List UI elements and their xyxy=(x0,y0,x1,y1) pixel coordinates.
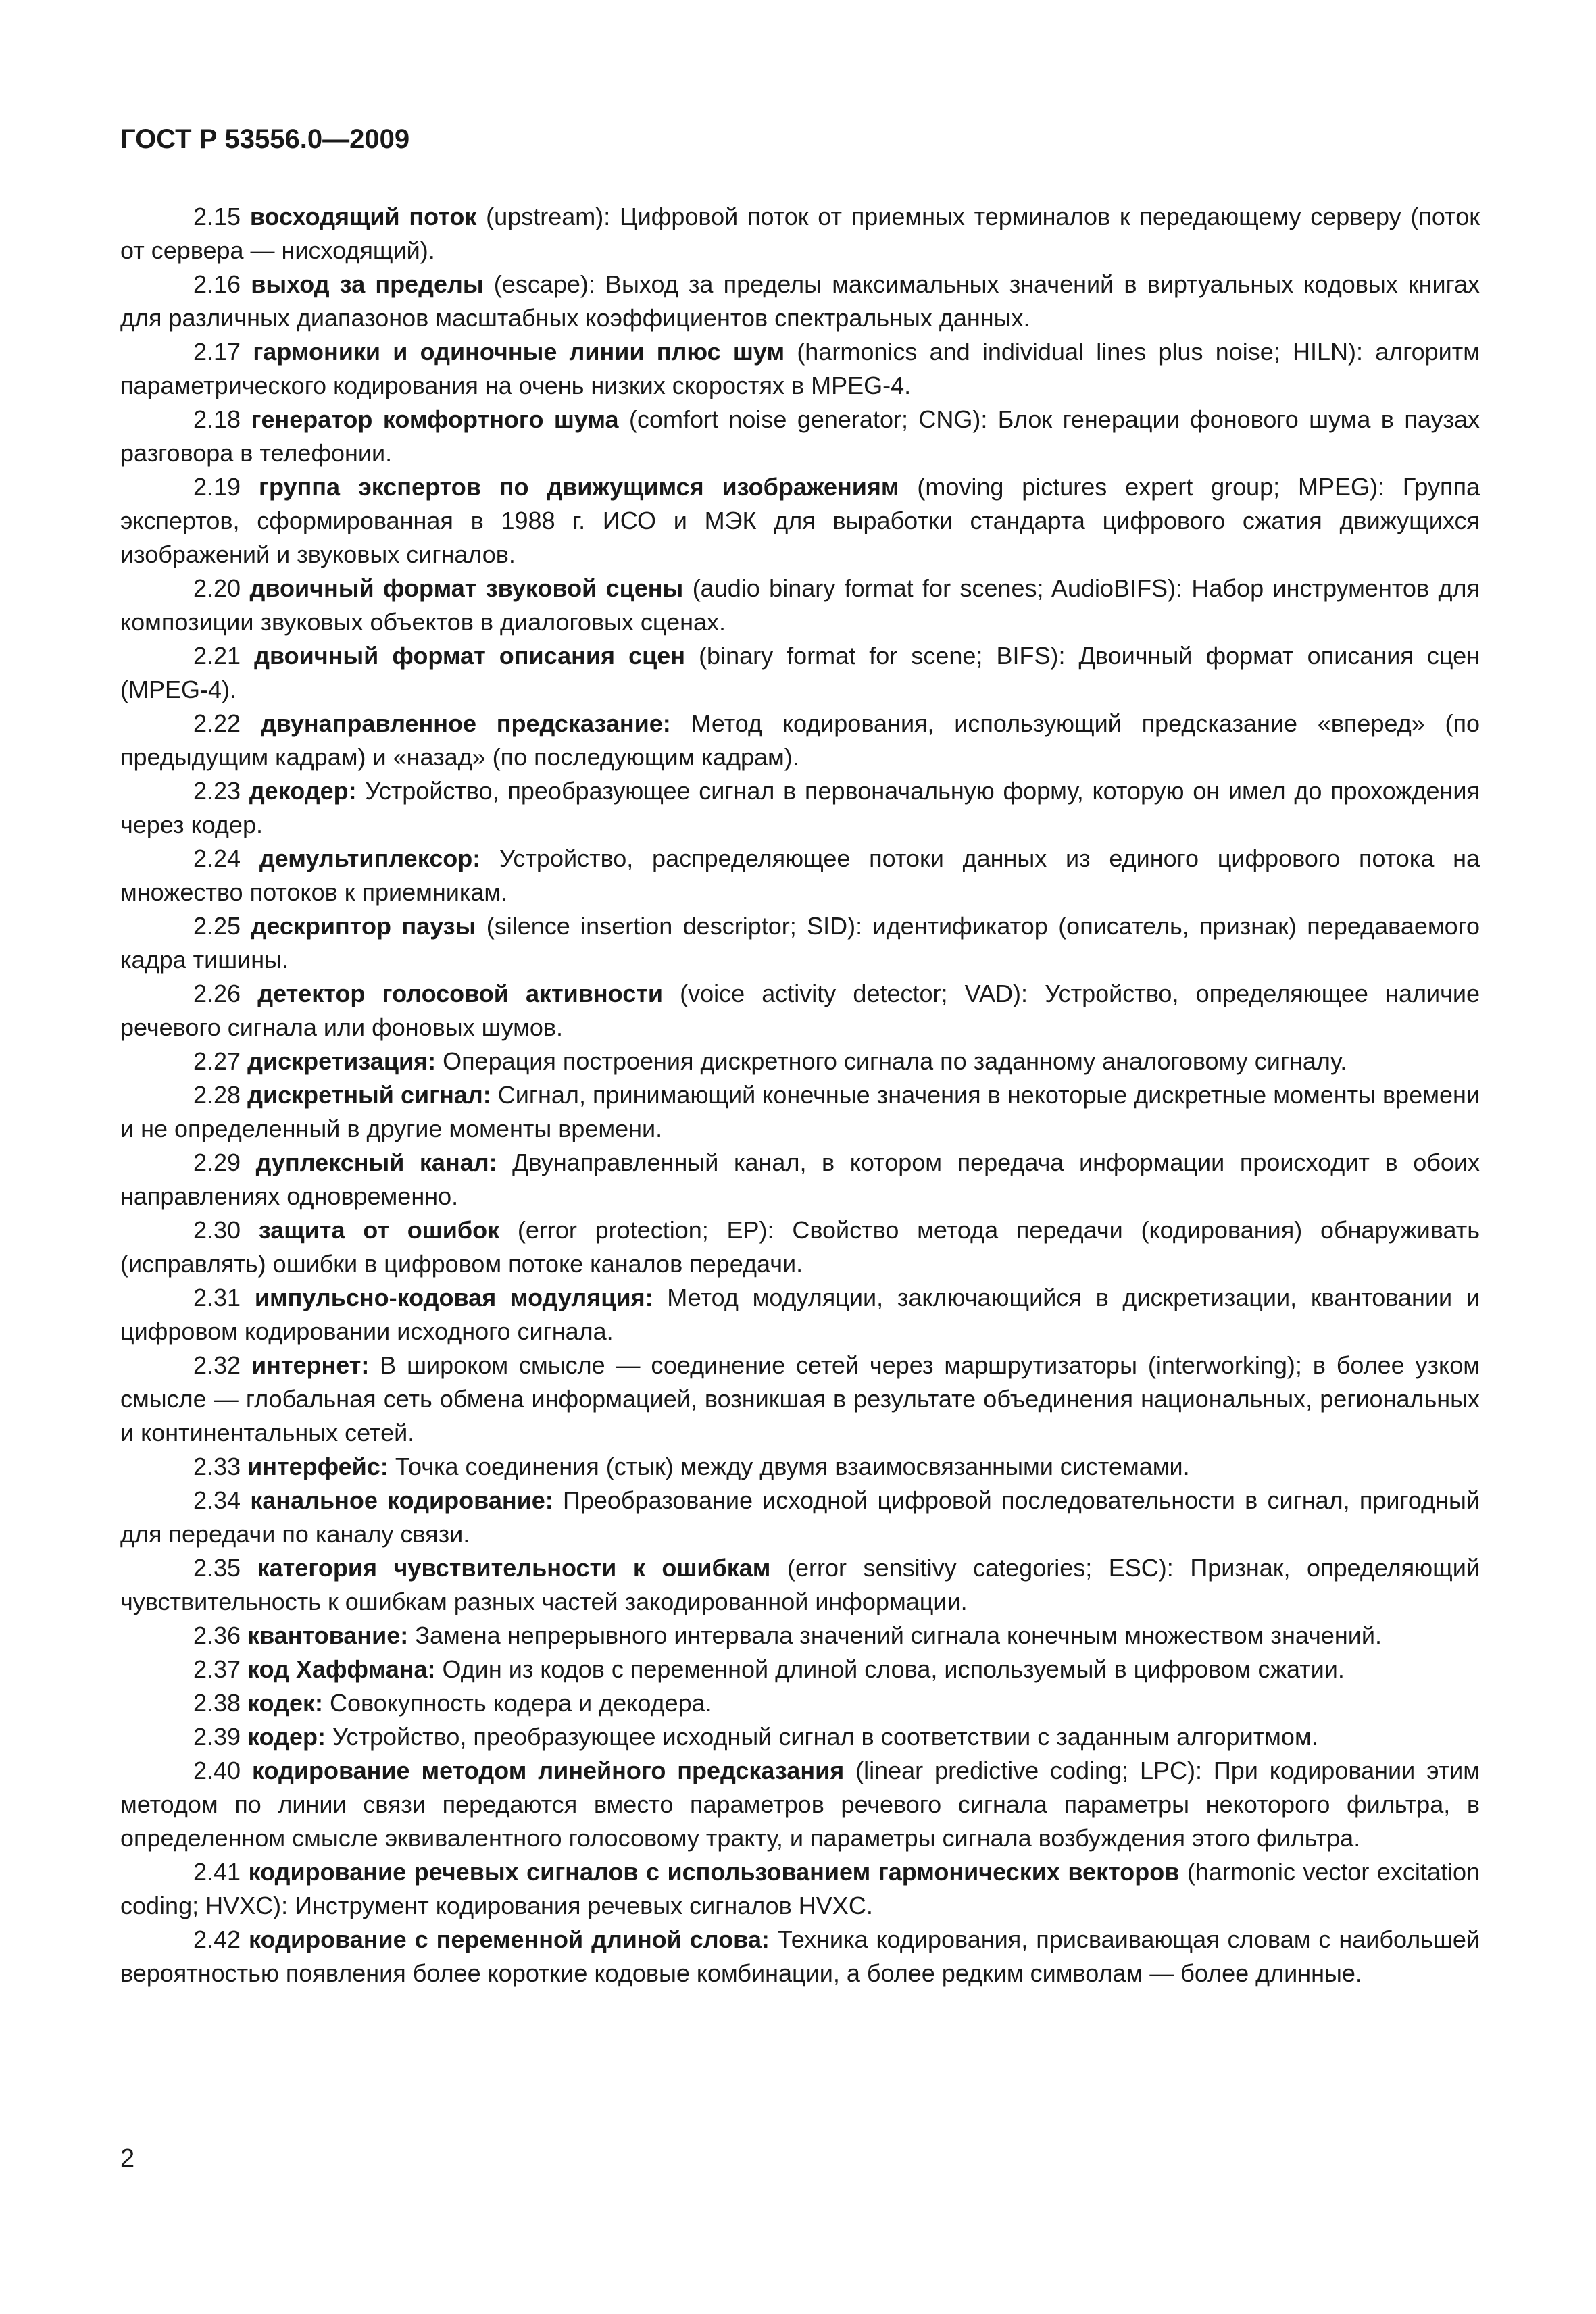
entry-number: 2.18 xyxy=(193,405,241,433)
entry-number: 2.34 xyxy=(193,1486,241,1514)
entry-term: интернет: xyxy=(251,1351,370,1379)
entry-number: 2.29 xyxy=(193,1149,241,1176)
entry-definition: (escape): Выход за пределы максимальных значений в виртуальных кодовых книгах для различных диапазонов масштабных коэффициентов спектральных данных. xyxy=(120,270,1480,332)
entry-number: 2.15 xyxy=(193,203,241,230)
entry-number: 2.38 xyxy=(193,1689,241,1717)
term-entry xyxy=(120,1855,1480,1923)
entry-number: 2.16 xyxy=(193,270,241,298)
entry-definition: Метод кодирования, использующий предсказание «вперед» (по предыдущим кадрам) и «назад» (по последующим кадрам). xyxy=(120,709,1480,771)
entry-term: двунаправленное предсказание: xyxy=(260,709,671,737)
entry-definition: В широком смысле — соединение сетей через маршрутизаторы (interworking); в более узком смысле — глобальная сеть обмена информацией, возникшая в результате объединения национальных, региональных и континентальных сетей. xyxy=(120,1351,1480,1447)
entry-definition: Преобразование исходной цифровой последовательности в сигнал, пригодный для передачи по каналу связи. xyxy=(120,1486,1480,1548)
entry-definition: Устройство, преобразующее сигнал в первоначальную форму, которую он имел до прохождения через кодер. xyxy=(120,777,1480,838)
entry-definition: (error sensitivy categories; ESC): Признак, определяющий чувствительность к ошибкам разных частей закодированной информации. xyxy=(120,1554,1480,1615)
entry-definition: (upstream): Цифровой поток от приемных терминалов к передающему серверу (поток от сервера — нисходящий). xyxy=(120,203,1480,264)
entry-definition: Один из кодов с переменной длиной слова, используемый в цифровом сжатии. xyxy=(435,1655,1345,1683)
entry-term: кодирование методом линейного предсказания xyxy=(251,1757,845,1784)
entry-number: 2.22 xyxy=(193,709,241,737)
entry-number: 2.32 xyxy=(193,1351,241,1379)
entry-definition: Техника кодирования, присваивающая словам с наибольшей вероятностью появления более короткие кодовые комбинации, а более редким символам — более длинные. xyxy=(120,1926,1480,1987)
entry-number: 2.24 xyxy=(193,845,241,872)
entry-number: 2.33 xyxy=(193,1453,241,1480)
term-entry xyxy=(120,1450,1480,1484)
entry-number: 2.20 xyxy=(193,574,241,602)
entry-definition: Операция построения дискретного сигнала по заданному аналоговому сигналу. xyxy=(436,1047,1347,1075)
term-entry xyxy=(120,268,1480,335)
entry-definition: (linear predictive coding; LPC): При кодировании этим методом по линии связи передаются вместо параметров речевого сигнала параметры некоторого фильтра, в определенном смысле эквивалентного голосовому тракту, и параметры сигнала возбуждения этого фильтра. xyxy=(120,1757,1480,1852)
entry-definition: Устройство, распределяющее потоки данных из единого цифрового потока на множество потоков к приемникам. xyxy=(120,845,1480,906)
entry-definition: (comfort noise generator; CNG): Блок генерации фонового шума в паузах разговора в телефонии. xyxy=(120,405,1480,467)
term-entry xyxy=(120,403,1480,470)
entry-definition: (error protection; EP): Свойство метода передачи (кодирования) обнаруживать (исправлять) ошибки в цифровом потоке каналов передачи. xyxy=(120,1216,1480,1278)
entry-term: восходящий поток xyxy=(249,203,477,230)
term-entry xyxy=(120,639,1480,707)
entry-term: группа экспертов по движущимся изображениям xyxy=(258,473,899,501)
term-entry xyxy=(120,842,1480,909)
entry-definition: (moving pictures expert group; MPEG): Группа экспертов, сформированная в 1988 г. ИСО и МЭК для выработки стандарта цифрового сжатия движущихся изображений и звуковых сигналов. xyxy=(120,473,1480,568)
entry-term: гармоники и одиночные линии плюс шум xyxy=(253,338,785,366)
term-entry xyxy=(120,1923,1480,1990)
entry-term: кодек: xyxy=(247,1689,324,1717)
entry-term: генератор комфортного шума xyxy=(251,405,619,433)
entry-number: 2.35 xyxy=(193,1554,241,1582)
entry-term: двоичный формат звуковой сцены xyxy=(249,574,684,602)
term-entry xyxy=(120,1349,1480,1450)
entry-term: код Хаффмана: xyxy=(247,1655,436,1683)
term-entry xyxy=(120,977,1480,1045)
term-entry xyxy=(120,909,1480,977)
entry-number: 2.25 xyxy=(193,912,241,940)
term-entry xyxy=(120,1619,1480,1653)
entry-definition: (harmonic vector excitation coding; HVXC): Инструмент кодирования речевых сигналов HVXC. xyxy=(120,1858,1480,1919)
term-entry xyxy=(120,200,1480,268)
term-entry xyxy=(120,335,1480,403)
term-entry xyxy=(120,1281,1480,1349)
entry-number: 2.41 xyxy=(193,1858,241,1886)
term-entry xyxy=(120,707,1480,774)
entry-number: 2.37 xyxy=(193,1655,241,1683)
entry-definition: (harmonics and individual lines plus noise; HILN): алгоритм параметрического кодирования на очень низких скоростях в MPEG-4. xyxy=(120,338,1480,399)
term-entry xyxy=(120,1213,1480,1281)
entry-number: 2.40 xyxy=(193,1757,241,1784)
entry-term: импульсно-кодовая модуляция: xyxy=(254,1284,653,1311)
entry-term: категория чувствительности к ошибкам xyxy=(257,1554,771,1582)
term-entry xyxy=(120,1551,1480,1619)
page-number: 2 xyxy=(120,2144,135,2173)
entry-definition: Совокупность кодера и декодера. xyxy=(323,1689,712,1717)
entry-number: 2.26 xyxy=(193,980,241,1007)
entry-number: 2.31 xyxy=(193,1284,241,1311)
entry-term: декодер: xyxy=(249,777,357,805)
term-entry xyxy=(120,1754,1480,1855)
entry-term: кодирование речевых сигналов с использованием гармонических векторов xyxy=(248,1858,1180,1886)
entry-definition: Метод модуляции, заключающийся в дискретизации, квантовании и цифровом кодировании исходного сигнала. xyxy=(120,1284,1480,1345)
entry-definition: Двунаправленный канал, в котором передача информации происходит в обоих направлениях одновременно. xyxy=(120,1149,1480,1210)
document-header: ГОСТ Р 53556.0—2009 xyxy=(120,124,410,154)
term-entry xyxy=(120,470,1480,572)
entry-definition: (silence insertion descriptor; SID): идентификатор (описатель, признак) передаваемого кадра тишины. xyxy=(120,912,1480,974)
entry-definition: (audio binary format for scenes; AudioBIFS): Набор инструментов для композиции звуковых объектов в диалоговых сценах. xyxy=(120,574,1480,636)
entry-definition: Замена непрерывного интервала значений сигнала конечным множеством значений. xyxy=(408,1621,1382,1649)
term-entry xyxy=(120,1484,1480,1551)
entry-term: интерфейс: xyxy=(247,1453,389,1480)
entry-term: дискретизация: xyxy=(247,1047,437,1075)
term-entry xyxy=(120,1720,1480,1754)
entry-number: 2.27 xyxy=(193,1047,241,1075)
term-entry xyxy=(120,572,1480,639)
entry-number: 2.28 xyxy=(193,1081,241,1109)
entry-number: 2.42 xyxy=(193,1926,241,1953)
entry-number: 2.17 xyxy=(193,338,241,366)
entry-definition: Устройство, преобразующее исходный сигнал в соответствии с заданным алгоритмом. xyxy=(326,1723,1318,1751)
entry-term: квантование: xyxy=(247,1621,409,1649)
entry-term: дискретный сигнал: xyxy=(247,1081,491,1109)
entry-term: демультиплексор: xyxy=(259,845,481,872)
entry-number: 2.39 xyxy=(193,1723,241,1751)
entry-number: 2.21 xyxy=(193,642,241,670)
entry-definition: (voice activity detector; VAD): Устройство, определяющее наличие речевого сигнала или фоновых шумов. xyxy=(120,980,1480,1041)
term-entry xyxy=(120,1078,1480,1146)
terms-list xyxy=(120,200,1480,1990)
entry-term: кодирование с переменной длиной слова: xyxy=(249,1926,770,1953)
term-entry xyxy=(120,1146,1480,1213)
entry-definition: Точка соединения (стык) между двумя взаимосвязанными системами. xyxy=(388,1453,1190,1480)
entry-definition: Сигнал, принимающий конечные значения в некоторые дискретные моменты времени и не определенный в другие моменты времени. xyxy=(120,1081,1480,1142)
entry-term: защита от ошибок xyxy=(258,1216,500,1244)
entry-term: двоичный формат описания сцен xyxy=(254,642,685,670)
entry-term: дескриптор паузы xyxy=(251,912,476,940)
term-entry xyxy=(120,774,1480,842)
entry-term: дуплексный канал: xyxy=(255,1149,497,1176)
entry-term: кодер: xyxy=(247,1723,326,1751)
term-entry xyxy=(120,1045,1480,1078)
entry-term: детектор голосовой активности xyxy=(257,980,663,1007)
entry-definition: (binary format for scene; BIFS): Двоичный формат описания сцен (MPEG-4). xyxy=(120,642,1480,703)
entry-number: 2.36 xyxy=(193,1621,241,1649)
entry-number: 2.30 xyxy=(193,1216,241,1244)
entry-term: выход за пределы xyxy=(251,270,484,298)
term-entry xyxy=(120,1686,1480,1720)
entry-number: 2.23 xyxy=(193,777,241,805)
entry-term: канальное кодирование: xyxy=(250,1486,553,1514)
term-entry xyxy=(120,1653,1480,1686)
entry-number: 2.19 xyxy=(193,473,241,501)
